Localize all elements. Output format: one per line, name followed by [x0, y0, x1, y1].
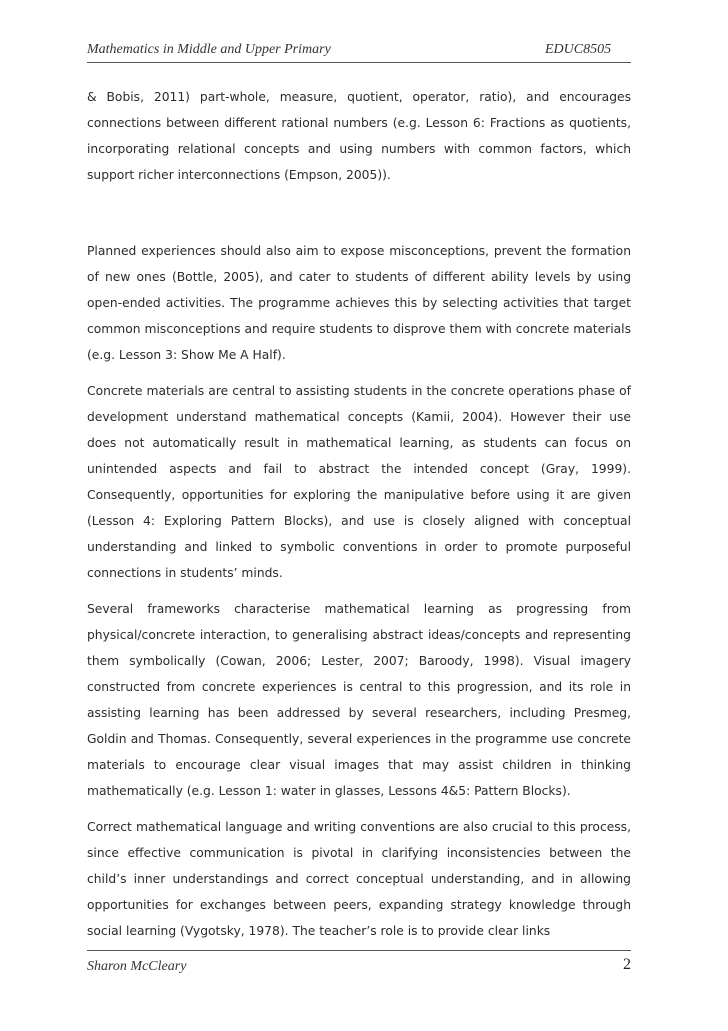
page-footer	[87, 950, 631, 981]
paragraph-5: Correct mathematical language and writing conventions are also crucial to this process, since effective communication is pivotal in clarifying inconsistencies between the child’s inner understandings and correct conceptual understanding, and in allowing opportunities for exchanges between peers, expanding strategy knowledge through social learning (Vygotsky, 1978). The teacher’s role is to provide clear links	[87, 820, 631, 938]
footer-author: Sharon McCleary	[87, 959, 187, 974]
page-number: 2	[623, 956, 631, 973]
paragraph-2: Planned experiences should also aim to expose misconceptions, prevent the formation of new ones (Bottle, 2005), and cater to students of different ability levels by using open-ended activities. The programme achieves this by selecting activities that target common misconceptions and require students to disprove them with concrete materials (e.g. Lesson 3: Show Me A Half).	[87, 244, 631, 362]
header-title: Mathematics in Middle and Upper Primary	[87, 42, 331, 57]
paragraph-4: Several frameworks characterise mathematical learning as progressing from physical/concrete interaction, to generalising abstract ideas/concepts and representing them symbolically (Cowan, 2006; Lester, 2007; Baroody, 1998). Visual imagery constructed from concrete experiences is central to this progression, and its role in assisting learning has been addressed by several researchers, including Presmeg, Goldin and Thomas. Consequently, several experiences in the programme use concrete materials to encourage clear visual images that may assist children in thinking mathematically (e.g. Lesson 1: water in glasses, Lessons 4&5: Pattern Blocks).	[87, 602, 631, 798]
page-header	[87, 40, 631, 63]
paragraph-3: Concrete materials are central to assisting students in the concrete operations phase of development understand mathematical concepts (Kamii, 2004). However their use does not automatically result in mathematical learning, as students can focus on unintended aspects and fail to abstract the intended concept (Gray, 1999). Consequently, opportunities for exploring the manipulative before using it are given (Lesson 4: Exploring Pattern Blocks), and use is closely aligned with conceptual understanding and linked to symbolic conventions in order to promote purposeful connections in students’ minds.	[87, 384, 631, 580]
header-course-code: EDUC8505	[545, 42, 612, 57]
document-body	[87, 84, 631, 944]
paragraph-1: & Bobis, 2011) part-whole, measure, quotient, operator, ratio), and encourages connections between different rational numbers (e.g. Lesson 6: Fractions as quotients, incorporating relational concepts and using numbers with common factors, which support richer interconnections (Empson, 2005)).	[87, 90, 631, 182]
